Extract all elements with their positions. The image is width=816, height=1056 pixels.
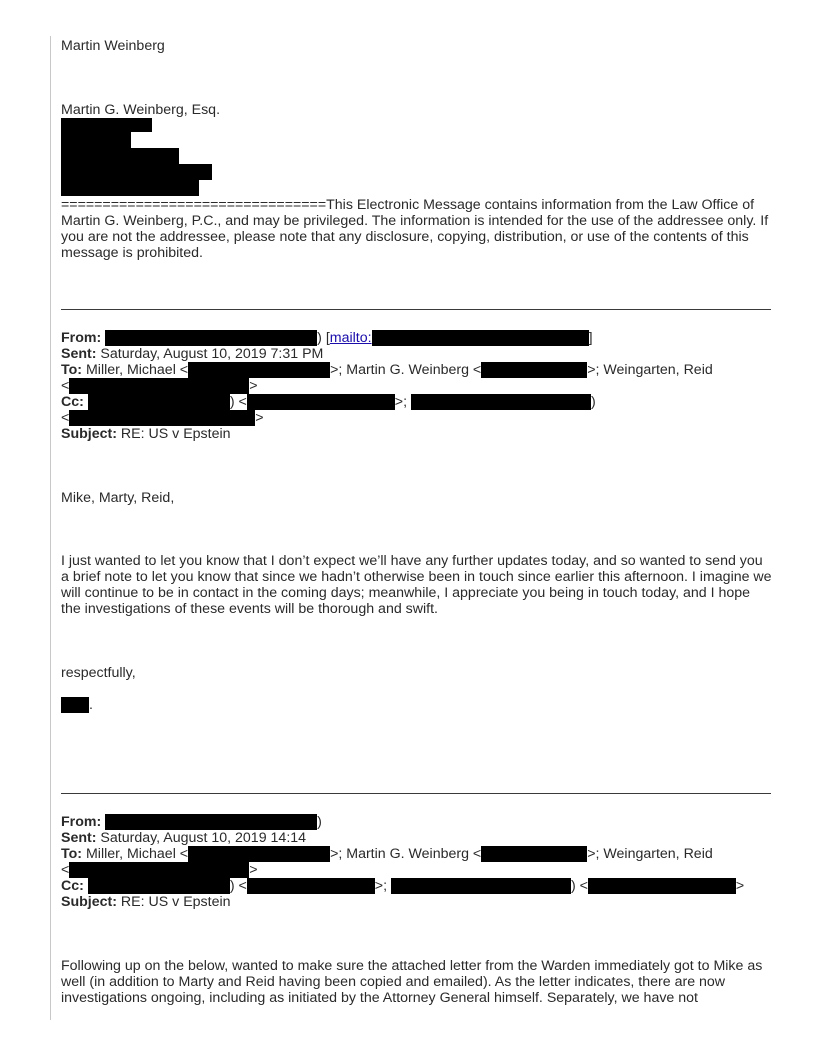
- to-weingarten: >; Weingarten, Reid: [587, 362, 713, 378]
- subject-label: Subject:: [61, 894, 117, 910]
- email1-cc-line-2: < >: [61, 410, 264, 426]
- to-miller: Miller, Michael <: [85, 846, 189, 862]
- mailto-link[interactable]: mailto:: [329, 330, 372, 346]
- redaction-signature-line-2: [61, 132, 131, 148]
- redaction-cc-name-2: [411, 394, 591, 410]
- to-weinberg: >; Martin G. Weinberg <: [330, 846, 482, 862]
- redaction-weingarten-email: [69, 378, 249, 394]
- email1-sent-line: [61, 346, 323, 362]
- redaction-weingarten-email: [69, 862, 249, 878]
- redaction-cc-name-2: [391, 878, 571, 894]
- redaction-cc-name-1: [88, 394, 230, 410]
- redaction-cc-email-1: [247, 394, 395, 410]
- redaction-cc-email-2: [588, 878, 736, 894]
- email1-from-line: From: ) [mailto: ]: [61, 330, 593, 346]
- redaction-from-address: [105, 330, 317, 346]
- email2-subject: RE: US v Epstein: [120, 894, 231, 910]
- email1-body: I just wanted to let you know that I don’t expect we’ll have any further updates today, and so wanted to send you a brief note to let you know that since we hadn’t otherwise been in touch since earlier this afternoon. I imagine we will continue to be in contact in the coming days; meanwhile, I appreciate you being in touch today, and I hope the investigations of these events will be thorough and swift.: [61, 553, 772, 617]
- email1-cc-line: Cc: ) < >; ): [61, 394, 596, 410]
- signature-name: Martin G. Weinberg, Esq.: [61, 102, 221, 118]
- email1-greeting: Mike, Marty, Reid,: [61, 490, 175, 506]
- email1-sent-date: Saturday, August 10, 2019 7:31 PM: [100, 346, 324, 362]
- sent-label: Sent:: [61, 346, 97, 362]
- email2-to-line-2: < >: [61, 862, 258, 878]
- to-miller: Miller, Michael <: [85, 362, 189, 378]
- to-label: To:: [61, 362, 83, 378]
- email1-signoff: .: [61, 697, 93, 713]
- email1-subject: RE: US v Epstein: [120, 426, 231, 442]
- cc-label: Cc:: [61, 394, 84, 410]
- sent-label: Sent:: [61, 830, 97, 846]
- email2-to-line: [61, 846, 713, 862]
- email1-to-line: [61, 362, 713, 378]
- to-weingarten: >; Weingarten, Reid: [587, 846, 713, 862]
- to-label: To:: [61, 846, 83, 862]
- redaction-mailto-address: [372, 330, 589, 346]
- redaction-miller-email: [188, 362, 330, 378]
- sender-name: Martin Weinberg: [61, 38, 165, 54]
- redaction-weinberg-email: [481, 362, 587, 378]
- email1-subject-line: [61, 426, 231, 442]
- redaction-cc-email-1: [247, 878, 375, 894]
- redaction-weinberg-email: [481, 846, 587, 862]
- page-margin-line: [50, 36, 51, 1020]
- redaction-miller-email: [188, 846, 330, 862]
- cc-label: Cc:: [61, 878, 84, 894]
- email2-cc-line: Cc: ) < >; ) < >: [61, 878, 745, 894]
- redaction-signature-line-4: [61, 164, 212, 180]
- redaction-signoff-name: [61, 697, 89, 713]
- email2-from-line: From: ): [61, 814, 322, 830]
- email-separator-2: [61, 793, 771, 794]
- email2-sent-date: Saturday, August 10, 2019 14:14: [100, 830, 307, 846]
- redaction-signature-line-1: [61, 118, 152, 132]
- email2-sent-line: [61, 830, 306, 846]
- subject-label: Subject:: [61, 426, 117, 442]
- redaction-signature-line-5: [61, 180, 199, 196]
- redaction-signature-line-3: [61, 148, 179, 164]
- email2-subject-line: [61, 894, 231, 910]
- from-label: From:: [61, 330, 102, 346]
- from-label: From:: [61, 814, 102, 830]
- redaction-cc-name-1: [88, 878, 230, 894]
- privilege-disclaimer: ================================This Electronic Message contains information from the Law Office of Martin G. Weinberg, P.C., and may be privileged. The information is intended for the use of the addressee only. If you are not the addressee, please note that any disclosure, copying, distribution, or use of the contents of this message is prohibited.: [61, 197, 769, 261]
- email-separator-1: [61, 309, 771, 310]
- email2-body: Following up on the below, wanted to make sure the attached letter from the Warden immediately got to Mike as well (in addition to Marty and Reid having been copied and emailed). As the letter indicates, there are now investigations ongoing, including as initiated by the Attorney General himself. Separately, we have not: [61, 958, 763, 1006]
- email1-to-line-2: < >: [61, 378, 258, 394]
- redaction-cc-email-2: [69, 410, 255, 426]
- redaction-from-address: [105, 814, 317, 830]
- email1-closing: respectfully,: [61, 665, 136, 681]
- to-weinberg: >; Martin G. Weinberg <: [330, 362, 482, 378]
